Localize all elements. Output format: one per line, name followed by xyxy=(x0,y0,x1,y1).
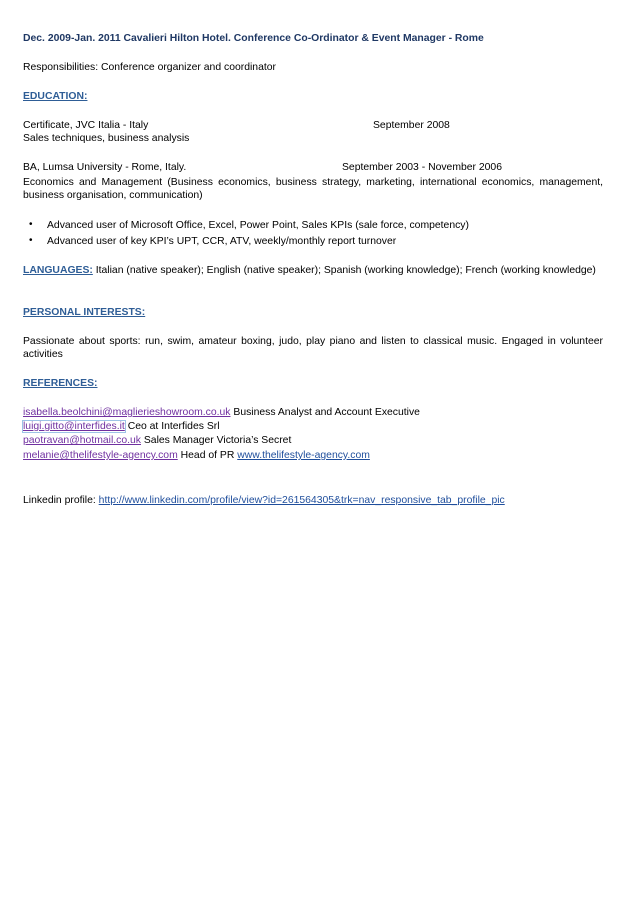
job-responsibilities: Responsibilities: Conference organizer and coordinator xyxy=(23,62,276,73)
bullet-icon: • xyxy=(29,219,33,230)
education-entry-2-title: BA, Lumsa University - Rome, Italy. xyxy=(23,162,187,173)
linkedin-label: Linkedin profile: xyxy=(23,495,99,506)
bullet-icon: • xyxy=(29,235,33,246)
reference-4-website-link[interactable]: www.thelifestyle-agency.com xyxy=(237,450,370,461)
reference-4 xyxy=(23,449,370,462)
linkedin-line xyxy=(23,494,505,507)
education-entry-2-date: September 2003 - November 2006 xyxy=(342,162,502,173)
reference-2 xyxy=(23,420,220,433)
job-title: Dec. 2009-Jan. 2011 Cavalieri Hilton Hotel. Conference Co-Ordinator & Event Manager - Rome xyxy=(23,33,484,44)
languages-section xyxy=(23,264,603,277)
reference-2-email-link[interactable]: luigi.gitto@interfides.it xyxy=(23,421,125,432)
reference-4-email-link[interactable]: melanie@thelifestyle-agency.com xyxy=(23,450,178,461)
reference-1-role: Business Analyst and Account Executive xyxy=(230,407,420,418)
education-entry-1-desc: Sales techniques, business analysis xyxy=(23,133,190,144)
education-entry-1-date: September 2008 xyxy=(373,120,450,131)
reference-3 xyxy=(23,434,291,447)
reference-3-role: Sales Manager Victoria’s Secret xyxy=(140,435,292,446)
interests-text: Passionate about sports: run, swim, amateur boxing, judo, play piano and listen to classical music. Engaged in volunteer activities xyxy=(23,336,603,360)
linkedin-profile-link[interactable]: http://www.linkedin.com/profile/view?id=261564305&trk=nav_responsive_tab_profile_pic xyxy=(98,495,505,506)
interests-heading: PERSONAL INTERESTS: xyxy=(23,307,146,318)
skill-bullet-2: Advanced user of key KPI’s UPT, CCR, ATV, weekly/monthly report turnover xyxy=(47,236,397,247)
skill-bullet-1: Advanced user of Microsoft Office, Excel, Power Point, Sales KPIs (sale force, competency) xyxy=(47,220,469,231)
education-entry-2-desc: Economics and Management (Business economics, business strategy, marketing, international economics, management, business organisation, communication) xyxy=(23,177,603,201)
references-heading: REFERENCES: xyxy=(23,378,98,389)
languages-text: Italian (native speaker); English (native speaker); Spanish (working knowledge); French (working knowledge) xyxy=(92,265,596,276)
reference-4-role: Head of PR xyxy=(177,450,238,461)
reference-2-role: Ceo at Interfides Srl xyxy=(124,421,220,432)
education-heading: EDUCATION: xyxy=(23,91,88,102)
languages-heading: LANGUAGES: xyxy=(23,265,93,276)
reference-1 xyxy=(23,406,420,419)
reference-1-email-link[interactable]: isabella.beolchini@maglierieshowroom.co.uk xyxy=(23,407,231,418)
reference-3-email-link[interactable]: paotravan@hotmail.co.uk xyxy=(23,435,141,446)
education-entry-1-title: Certificate, JVC Italia - Italy xyxy=(23,120,149,131)
